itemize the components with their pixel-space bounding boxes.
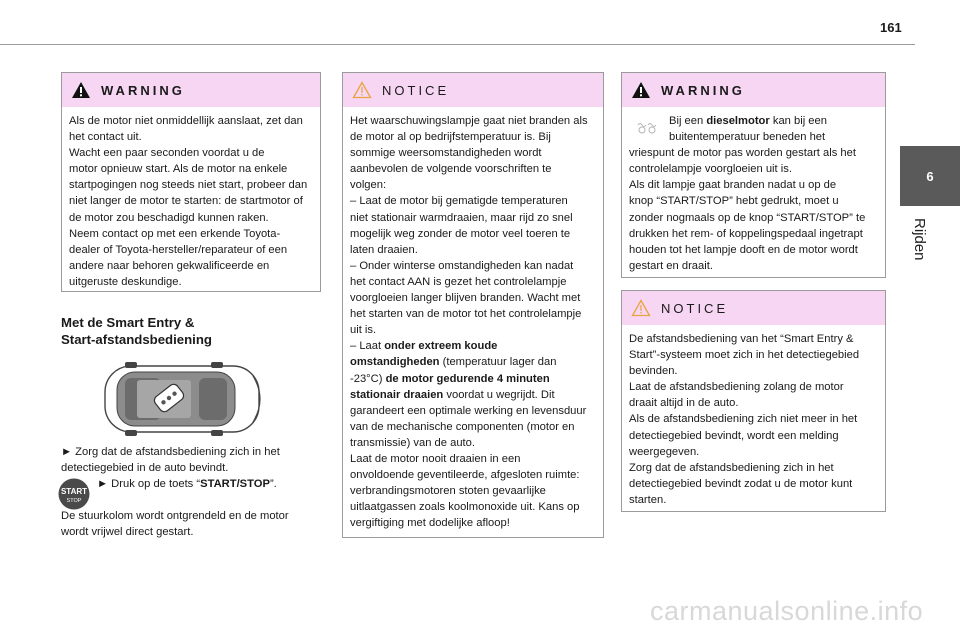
- notice-triangle-icon: [631, 299, 651, 317]
- text-line: vergiftiging met dodelijke afloop!: [350, 517, 510, 530]
- warning-label: WARNING: [101, 82, 185, 98]
- text-run: Bij een: [669, 115, 707, 127]
- text-line: Het waarschuwingslampje gaat niet branden als: [350, 115, 588, 127]
- text-line: het starten van de motor tot het controlelampje: [350, 308, 582, 321]
- text-line: houden tot het lampje dooft en de motor wordt: [629, 243, 858, 256]
- warning-header: [62, 73, 320, 107]
- notice-text: [622, 325, 885, 508]
- start-stop-key-name: START/STOP: [200, 478, 270, 491]
- text-line: Wacht een paar seconden voordat u de: [69, 147, 265, 160]
- warning-triangle-icon: [631, 81, 651, 99]
- text-line: de motor zou beschadigd kunnen raken.: [69, 211, 269, 224]
- text-line: volgen:: [350, 179, 387, 192]
- notice-box-right: [621, 290, 886, 512]
- notice-label: NOTICE: [382, 82, 450, 98]
- car-top-view-illustration: [103, 362, 269, 436]
- text-line: voorgloeien langer blijven branden. Wacht met: [350, 292, 581, 305]
- text-line: de motor al op bedrijfstemperatuur is. Bij: [350, 131, 551, 144]
- text-run: kan bij een: [769, 115, 827, 127]
- text-line: aanbevolen de volgende voorschriften te: [350, 163, 552, 176]
- bold-text: onder extreem koude: [384, 340, 498, 353]
- smart-entry-result: [61, 508, 289, 540]
- text-line: detectiegebied in de auto bevindt.: [61, 462, 229, 475]
- text-line: controlelampje voorgloeien uit is.: [629, 163, 792, 176]
- glow-plug-icon: [636, 121, 658, 135]
- text-run: voordat u wegrijdt. Dit: [443, 388, 555, 401]
- text-line: andere naar behoren gekwalificeerde en: [69, 259, 270, 272]
- text-line: detectiegebied bevindt, wordt een melding: [629, 429, 839, 442]
- notice-text: [343, 107, 603, 531]
- text-line: De afstandsbediening van het “Smart Entry &: [629, 333, 854, 345]
- text-line: laten draaien.: [350, 243, 418, 256]
- text-line: Start”-systeem moet zich in het detectiegebied: [629, 349, 860, 362]
- page-number: 161: [880, 20, 902, 35]
- text-line: garandeert een optimale werking en levensduur: [350, 404, 587, 417]
- text-line: starten.: [629, 493, 667, 506]
- warning-text: [62, 107, 320, 290]
- section-title: [61, 314, 212, 348]
- text-line: knop “START/STOP” hebt gedrukt, moet u: [629, 195, 839, 208]
- text-line: Laat de afstandsbediening zolang de motor: [629, 381, 844, 394]
- text-line: het contact uit.: [69, 131, 142, 144]
- text-line: drukken het rem- of koppelingspedaal ingetrapt: [629, 227, 863, 240]
- text-line: detectiegebied bevindt zodat u de motor kunt: [629, 477, 853, 490]
- text-line: De stuurkolom wordt ontgrendeld en de motor: [61, 510, 289, 522]
- text-line: Neem contact op met een erkende Toyota-: [69, 227, 281, 240]
- text-line: van de mechanische componenten (motor en: [350, 420, 575, 433]
- text-line: wordt vrijwel direct gestart.: [61, 526, 194, 539]
- text-line: uitlaatgassen zoals koolmonoxide uit. Kans op: [350, 501, 580, 514]
- text-line: mogelijk weg zonder de motor veel toeren te: [350, 227, 571, 240]
- text-line: [350, 371, 595, 387]
- text-line: Als de afstandsbediening zich niet meer in het: [629, 413, 858, 426]
- bold-text: stationair draaien: [350, 388, 444, 401]
- text-line: weergegeven.: [629, 445, 700, 458]
- text-line: motor opnieuw start. Als de motor na enkele: [69, 163, 288, 176]
- text-line: dealer of Toyota-hersteller/reparateur of een: [69, 243, 288, 256]
- bold-text: omstandigheden: [350, 356, 440, 369]
- chapter-tab[interactable]: 6: [900, 146, 960, 206]
- warning-box-right: [621, 72, 886, 278]
- text-line: bevinden.: [629, 365, 678, 378]
- step-start-stop: [61, 476, 280, 492]
- text-line: Als dit lampje gaat branden nadat u op de: [629, 179, 837, 192]
- bold-text: de motor gedurende 4 minuten: [385, 372, 550, 385]
- text-line: Zorg dat de afstandsbediening zich in het: [629, 461, 834, 474]
- warning-box-left: [61, 72, 321, 292]
- section-title-line: Start-afstandsbediening: [61, 332, 212, 347]
- warning-label: WARNING: [661, 82, 745, 98]
- text-line: vriespunt de motor pas worden gestart als het: [629, 147, 856, 160]
- notice-box-middle: [342, 72, 604, 538]
- text-line: buitentemperatuur beneden het: [669, 131, 826, 144]
- text-line: [350, 338, 595, 354]
- text-line: Als de motor niet onmiddellijk aanslaat, zet dan: [69, 115, 303, 127]
- smart-entry-steps: [61, 444, 280, 492]
- text-run: ► Druk op de toets “: [97, 478, 201, 491]
- warning-header: [622, 73, 885, 107]
- text-line: niet langer de motor te starten: de startmotor of: [69, 195, 303, 208]
- text-line: het contact AAN is gezet het controlelampje: [350, 275, 567, 288]
- text-line: draait altijd in de auto.: [629, 397, 739, 410]
- text-line: – Laat de motor bij gematigde temperaturen: [350, 195, 568, 208]
- stop-icon-text: STOP: [66, 498, 82, 504]
- bold-text: dieselmotor: [706, 115, 770, 127]
- text-line: verbrandingsmotoren stoten gevaarlijke: [350, 485, 546, 498]
- text-run: ”.: [269, 478, 277, 491]
- text-line: gestart en draait.: [629, 259, 713, 272]
- notice-header: [622, 291, 885, 325]
- text-line: zonder nogmaals op de knop “START/STOP” te: [629, 211, 866, 224]
- warning-text: [622, 107, 885, 274]
- text-run: (temperatuur lager dan: [439, 356, 557, 369]
- text-line: [350, 354, 595, 370]
- start-stop-button-icon: [58, 478, 90, 510]
- text-line: sommige weersomstandigheden wordt: [350, 147, 542, 160]
- section-title-line: Met de Smart Entry &: [61, 315, 195, 330]
- text-line: ► Zorg dat de afstandsbediening zich in het: [61, 446, 280, 458]
- text-line: onvoldoende geventileerde, afgesloten ruimte:: [350, 469, 580, 482]
- text-line: niet stationair warmdraaien, maar rijd zo snel: [350, 211, 573, 224]
- start-icon-text: START: [60, 487, 88, 496]
- text-line: [629, 113, 877, 129]
- notice-triangle-icon: [352, 81, 372, 99]
- warning-triangle-icon: [71, 81, 91, 99]
- text-run: – Laat: [350, 340, 385, 353]
- text-line: uitgeruste deskundige.: [69, 275, 182, 288]
- text-line: uit is.: [350, 324, 377, 337]
- watermark: carmanualsonline.info: [650, 596, 924, 626]
- header-rule: [0, 44, 915, 45]
- text-line: [350, 387, 595, 403]
- text-run: -23°C): [350, 372, 386, 385]
- text-line: Laat de motor nooit draaien in een: [350, 452, 521, 465]
- notice-header: [343, 73, 603, 107]
- text-line: – Onder winterse omstandigheden kan nadat: [350, 259, 574, 272]
- notice-label: NOTICE: [661, 300, 729, 316]
- text-line: startpogingen nog steeds niet start, probeer dan: [69, 179, 308, 192]
- chapter-title: Rijden: [911, 218, 928, 261]
- text-line: transmissie) van de auto.: [350, 436, 475, 449]
